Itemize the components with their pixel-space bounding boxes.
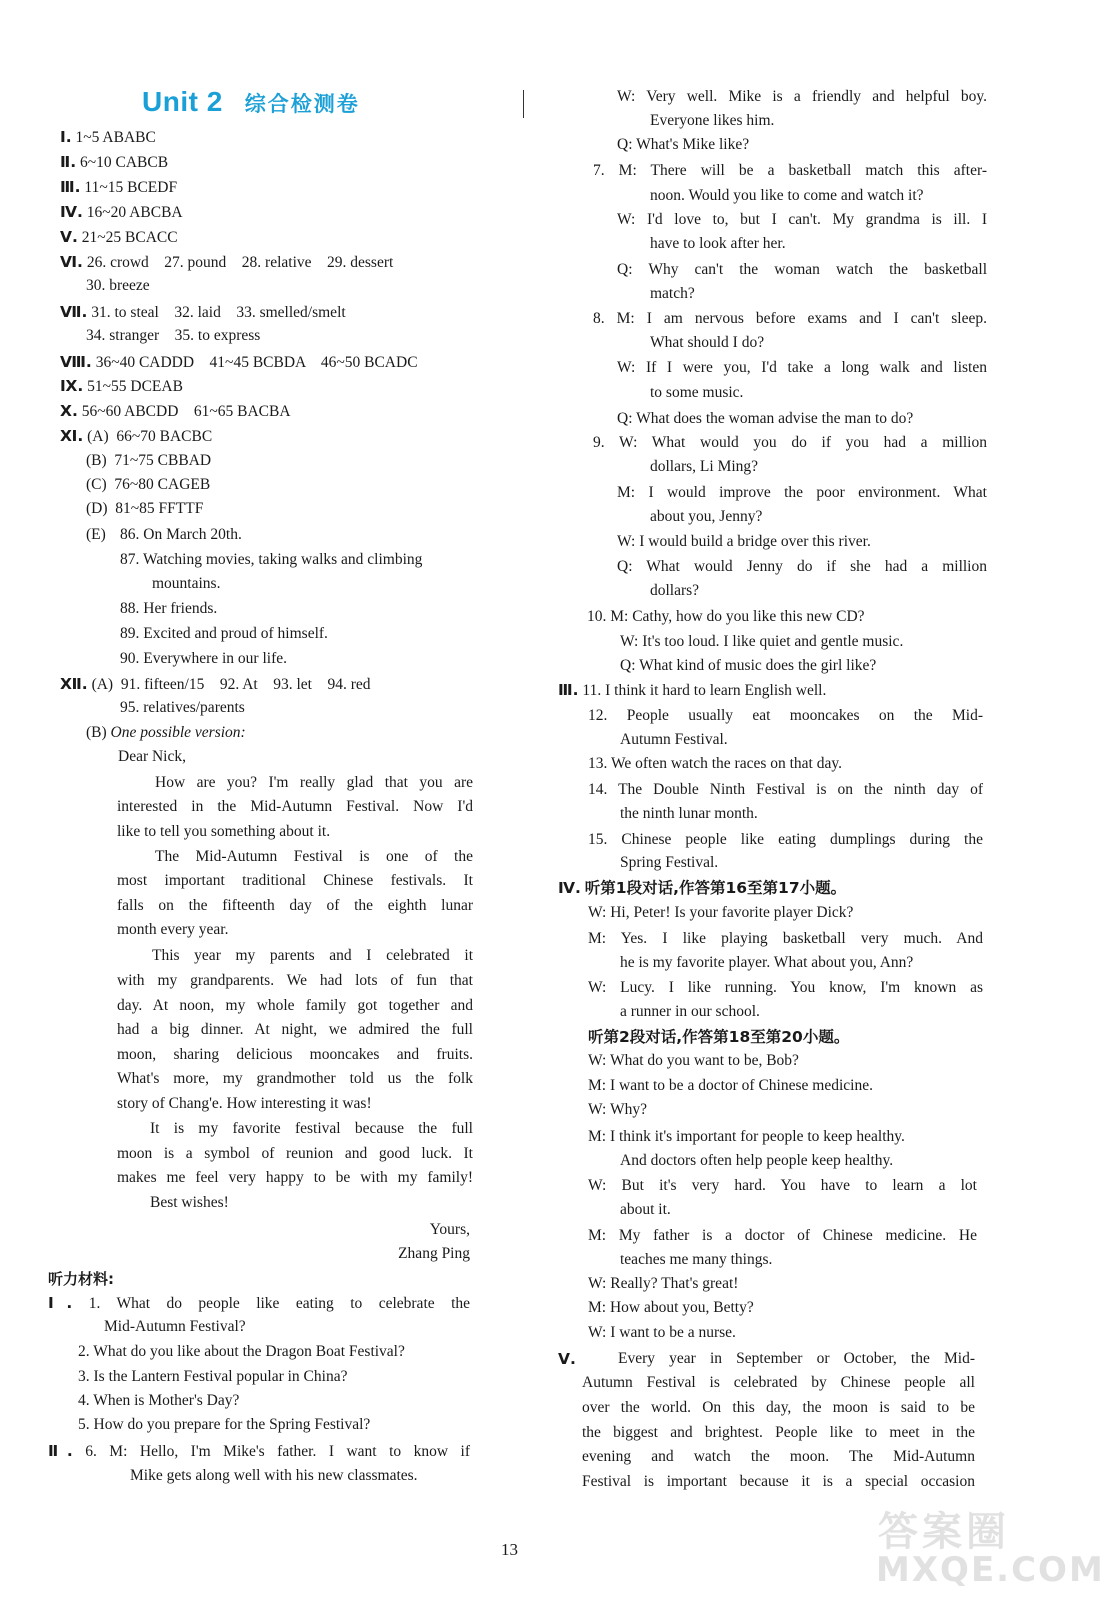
listening-3-s11: Ⅲ. 11. I think it hard to learn English well. bbox=[558, 681, 827, 699]
watermark-text-cn: 答案圈 bbox=[878, 1509, 1010, 1555]
passage-line: Festival is important because it is a special occasion bbox=[582, 1473, 975, 1490]
answer-section-8: Ⅷ. 36~40 CADDD 41~45 BCBDA 46~50 BCADC bbox=[60, 353, 418, 371]
listening-2-d6-m: Ⅱ. 6. M: Hello, I'm Mike's father. I want to know if bbox=[48, 1442, 471, 1460]
listening-1-q1-cont: Mid-Autumn Festival? bbox=[104, 1318, 246, 1335]
d10-q: Q: What kind of music does the girl like? bbox=[620, 657, 877, 674]
c2-line: W: Why? bbox=[588, 1101, 647, 1118]
c2-line: M: How about you, Betty? bbox=[588, 1299, 754, 1316]
c2-line: M: I want to be a doctor of Chinese medicine. bbox=[588, 1077, 873, 1094]
letter-line: interested in the Mid-Autumn Festival. Now I'd bbox=[117, 798, 473, 815]
answer-section-3: Ⅲ. 11~15 BCEDF bbox=[60, 178, 178, 196]
d6-w: W: Very well. Mike is a friendly and helpful boy. bbox=[617, 88, 987, 105]
d8-q: Q: What does the woman advise the man to do? bbox=[617, 410, 914, 427]
letter-closing: Yours, bbox=[429, 1221, 470, 1238]
c1-m: M: Yes. I like playing basketball very much. And bbox=[588, 930, 983, 947]
page-number: 13 bbox=[501, 1540, 518, 1559]
listening-2-d6-m-cont: Mike gets along well with his new classmates. bbox=[130, 1467, 418, 1484]
d6-q: Q: What's Mike like? bbox=[617, 136, 750, 153]
passage-line: Autumn Festival is celebrated by Chinese people all bbox=[582, 1374, 975, 1391]
letter-greeting: Dear Nick, bbox=[118, 748, 186, 765]
c2-line: W: I want to be a nurse. bbox=[588, 1324, 736, 1341]
listening-1-q1: Ⅰ. 1. What do people like eating to celebrate the bbox=[48, 1294, 471, 1312]
answer-section-6-cont: 30. breeze bbox=[86, 277, 150, 294]
letter-line: with my grandparents. We had lots of fun that bbox=[117, 972, 473, 989]
c2-line-cont: And doctors often help people keep healthy. bbox=[620, 1152, 894, 1169]
d7-w: W: I'd love to, but I can't. My grandma is ill. I bbox=[617, 211, 987, 228]
c1-m-cont: he is my favorite player. What about you, Ann? bbox=[620, 954, 914, 971]
listening-3-s14-cont: the ninth lunar month. bbox=[620, 805, 758, 822]
d9-q: Q: What would Jenny do if she had a million bbox=[617, 558, 987, 575]
unit-title: Unit 2 bbox=[142, 86, 223, 117]
answer-12-b: (B) One possible version: bbox=[86, 724, 246, 741]
d8-w-cont: to some music. bbox=[650, 384, 744, 401]
d9-w-cont: dollars, Li Ming? bbox=[650, 458, 759, 475]
listening-4-heading-2: 听第2段对话,作答第18至第20小题。 bbox=[588, 1028, 850, 1046]
listening-1-q4: 4. When is Mother's Day? bbox=[78, 1392, 240, 1409]
answer-89: 89. Excited and proud of himself. bbox=[120, 625, 328, 642]
answer-section-7: Ⅶ. 31. to steal 32. laid 33. smelled/smelt bbox=[60, 303, 346, 321]
answer-87-cont: mountains. bbox=[152, 575, 221, 592]
letter-line: It is my favorite festival because the full bbox=[150, 1120, 473, 1137]
answer-section-1: Ⅰ. 1~5 ABABC bbox=[60, 128, 156, 146]
answer-11-d: (D) 81~85 FFTTF bbox=[86, 500, 204, 517]
listening-5-num: Ⅴ. bbox=[558, 1350, 576, 1368]
listening-3-s15: 15. Chinese people like eating dumplings during the bbox=[588, 831, 983, 848]
d9-q-cont: dollars? bbox=[650, 582, 700, 599]
answer-11-e-label: (E) bbox=[86, 526, 106, 543]
answer-section-11: Ⅺ. (A) 66~70 BACBC bbox=[60, 427, 213, 445]
answer-section-12: Ⅻ. (A) 91. fifteen/15 92. At 93. let 94. red bbox=[60, 675, 371, 693]
c2-line: W: What do you want to be, Bob? bbox=[588, 1052, 799, 1069]
letter-line: How are you? I'm really glad that you are bbox=[155, 774, 473, 791]
page-title bbox=[142, 86, 360, 118]
listening-3-s12-cont: Autumn Festival. bbox=[620, 731, 728, 748]
answer-section-6: Ⅵ. 26. crowd 27. pound 28. relative 29. dessert bbox=[60, 253, 394, 271]
d7-q-cont: match? bbox=[650, 285, 695, 302]
letter-line: had a big dinner. At night, we admired the full bbox=[117, 1021, 473, 1038]
answer-section-5: Ⅴ. 21~25 BCACC bbox=[60, 228, 178, 246]
watermark-logo bbox=[868, 1500, 1105, 1598]
answer-11-b: (B) 71~75 CBBAD bbox=[86, 452, 212, 469]
d8-w: W: If I were you, I'd take a long walk and listen bbox=[617, 359, 987, 376]
listening-1-q2: 2. What do you like about the Dragon Boat Festival? bbox=[78, 1343, 405, 1360]
passage-line: Every year in September or October, the Mid- bbox=[618, 1350, 975, 1367]
listening-4-heading-1: Ⅳ. 听第1段对话,作答第16至第17小题。 bbox=[558, 879, 847, 897]
answer-87: 87. Watching movies, taking walks and climbing bbox=[120, 551, 423, 568]
c1-w: W: Hi, Peter! Is your favorite player Dick? bbox=[588, 904, 854, 921]
d7-m-cont: noon. Would you like to come and watch it? bbox=[650, 187, 924, 204]
answer-section-2: Ⅱ. 6~10 CABCB bbox=[60, 153, 169, 171]
d10-m: 10. M: Cathy, how do you like this new CD? bbox=[587, 608, 865, 625]
letter-line: month every year. bbox=[117, 921, 229, 938]
letter-line: moon, sharing delicious mooncakes and fruits. bbox=[117, 1046, 473, 1063]
d6-w-cont: Everyone likes him. bbox=[650, 112, 775, 129]
d8-m-cont: What should I do? bbox=[650, 334, 765, 351]
d9-m: M: I would improve the poor environment. What bbox=[617, 484, 987, 501]
answer-section-10: Ⅹ. 56~60 ABCDD 61~65 BACBA bbox=[60, 402, 291, 420]
passage-line: evening and watch the moon. The Mid-Autumn bbox=[582, 1448, 975, 1465]
d9-w2: W: I would build a bridge over this river. bbox=[617, 533, 871, 550]
letter-line: story of Chang'e. How interesting it was! bbox=[117, 1095, 372, 1112]
answer-90: 90. Everywhere in our life. bbox=[120, 650, 287, 667]
c2-line: M: I think it's important for people to keep healthy. bbox=[588, 1128, 905, 1145]
answer-88: 88. Her friends. bbox=[120, 600, 218, 617]
letter-line: What's more, my grandmother told us the folk bbox=[117, 1070, 473, 1087]
watermark-text-url: MXQE.COM bbox=[876, 1550, 1105, 1590]
letter-line: falls on the fifteenth day of the eighth lunar bbox=[117, 897, 473, 914]
answer-11-c: (C) 76~80 CAGEB bbox=[86, 476, 211, 493]
letter-line: most important traditional Chinese festivals. It bbox=[117, 872, 473, 889]
answer-section-9: Ⅸ. 51~55 DCEAB bbox=[60, 377, 183, 395]
listening-3-s15-cont: Spring Festival. bbox=[620, 854, 719, 871]
listening-3-s12: 12. People usually eat mooncakes on the Mid- bbox=[588, 707, 983, 724]
answer-95: 95. relatives/parents bbox=[120, 699, 245, 716]
test-title-chinese: 综合检测卷 bbox=[244, 92, 360, 116]
passage-line: over the world. On this day, the moon is said to be bbox=[582, 1399, 975, 1416]
d7-q: Q: Why can't the woman watch the basketball bbox=[617, 261, 987, 278]
letter-line: Best wishes! bbox=[150, 1194, 229, 1211]
answer-section-7-cont: 34. stranger 35. to express bbox=[86, 327, 261, 344]
passage-line: the biggest and brightest. People like to meet in the bbox=[582, 1424, 975, 1441]
listening-1-q5: 5. How do you prepare for the Spring Festival? bbox=[78, 1416, 371, 1433]
listening-heading: 听力材料: bbox=[48, 1270, 114, 1288]
answer-section-4: Ⅳ. 16~20 ABCBA bbox=[60, 203, 183, 221]
c2-line-cont: teaches me many things. bbox=[620, 1251, 773, 1268]
letter-line: like to tell you something about it. bbox=[117, 823, 331, 840]
d9-w: 9. W: What would you do if you had a million bbox=[593, 434, 987, 451]
c2-line: M: My father is a doctor of Chinese medicine. He bbox=[588, 1227, 977, 1244]
c2-line-cont: about it. bbox=[620, 1201, 671, 1218]
c2-line: W: Really? That's great! bbox=[588, 1275, 739, 1292]
listening-3-s14: 14. The Double Ninth Festival is on the ninth day of bbox=[588, 781, 983, 798]
letter-signature: Zhang Ping bbox=[398, 1245, 470, 1262]
d9-m-cont: about you, Jenny? bbox=[650, 508, 763, 525]
c1-w2: W: Lucy. I like running. You know, I'm known as bbox=[588, 979, 983, 996]
letter-line: The Mid-Autumn Festival is one of the bbox=[155, 848, 473, 865]
d8-m: 8. M: I am nervous before exams and I can't sleep. bbox=[593, 310, 987, 327]
column-divider bbox=[523, 90, 524, 118]
listening-1-q3: 3. Is the Lantern Festival popular in China? bbox=[78, 1368, 348, 1385]
letter-line: moon is a symbol of reunion and good luck. It bbox=[117, 1145, 473, 1162]
letter-line: day. At noon, my whole family got together and bbox=[117, 997, 473, 1014]
letter-line: makes me feel very happy to be with my family! bbox=[117, 1169, 473, 1186]
c1-w2-cont: a runner in our school. bbox=[620, 1003, 760, 1020]
d10-w: W: It's too loud. I like quiet and gentle music. bbox=[620, 633, 904, 650]
answer-86: 86. On March 20th. bbox=[120, 526, 242, 543]
letter-line: This year my parents and I celebrated it bbox=[152, 947, 473, 964]
listening-3-s13: 13. We often watch the races on that day. bbox=[588, 755, 842, 772]
d7-m: 7. M: There will be a basketball match this after- bbox=[593, 162, 987, 179]
c2-line: W: But it's very hard. You have to learn a lot bbox=[588, 1177, 977, 1194]
d7-w-cont: have to look after her. bbox=[650, 235, 786, 252]
